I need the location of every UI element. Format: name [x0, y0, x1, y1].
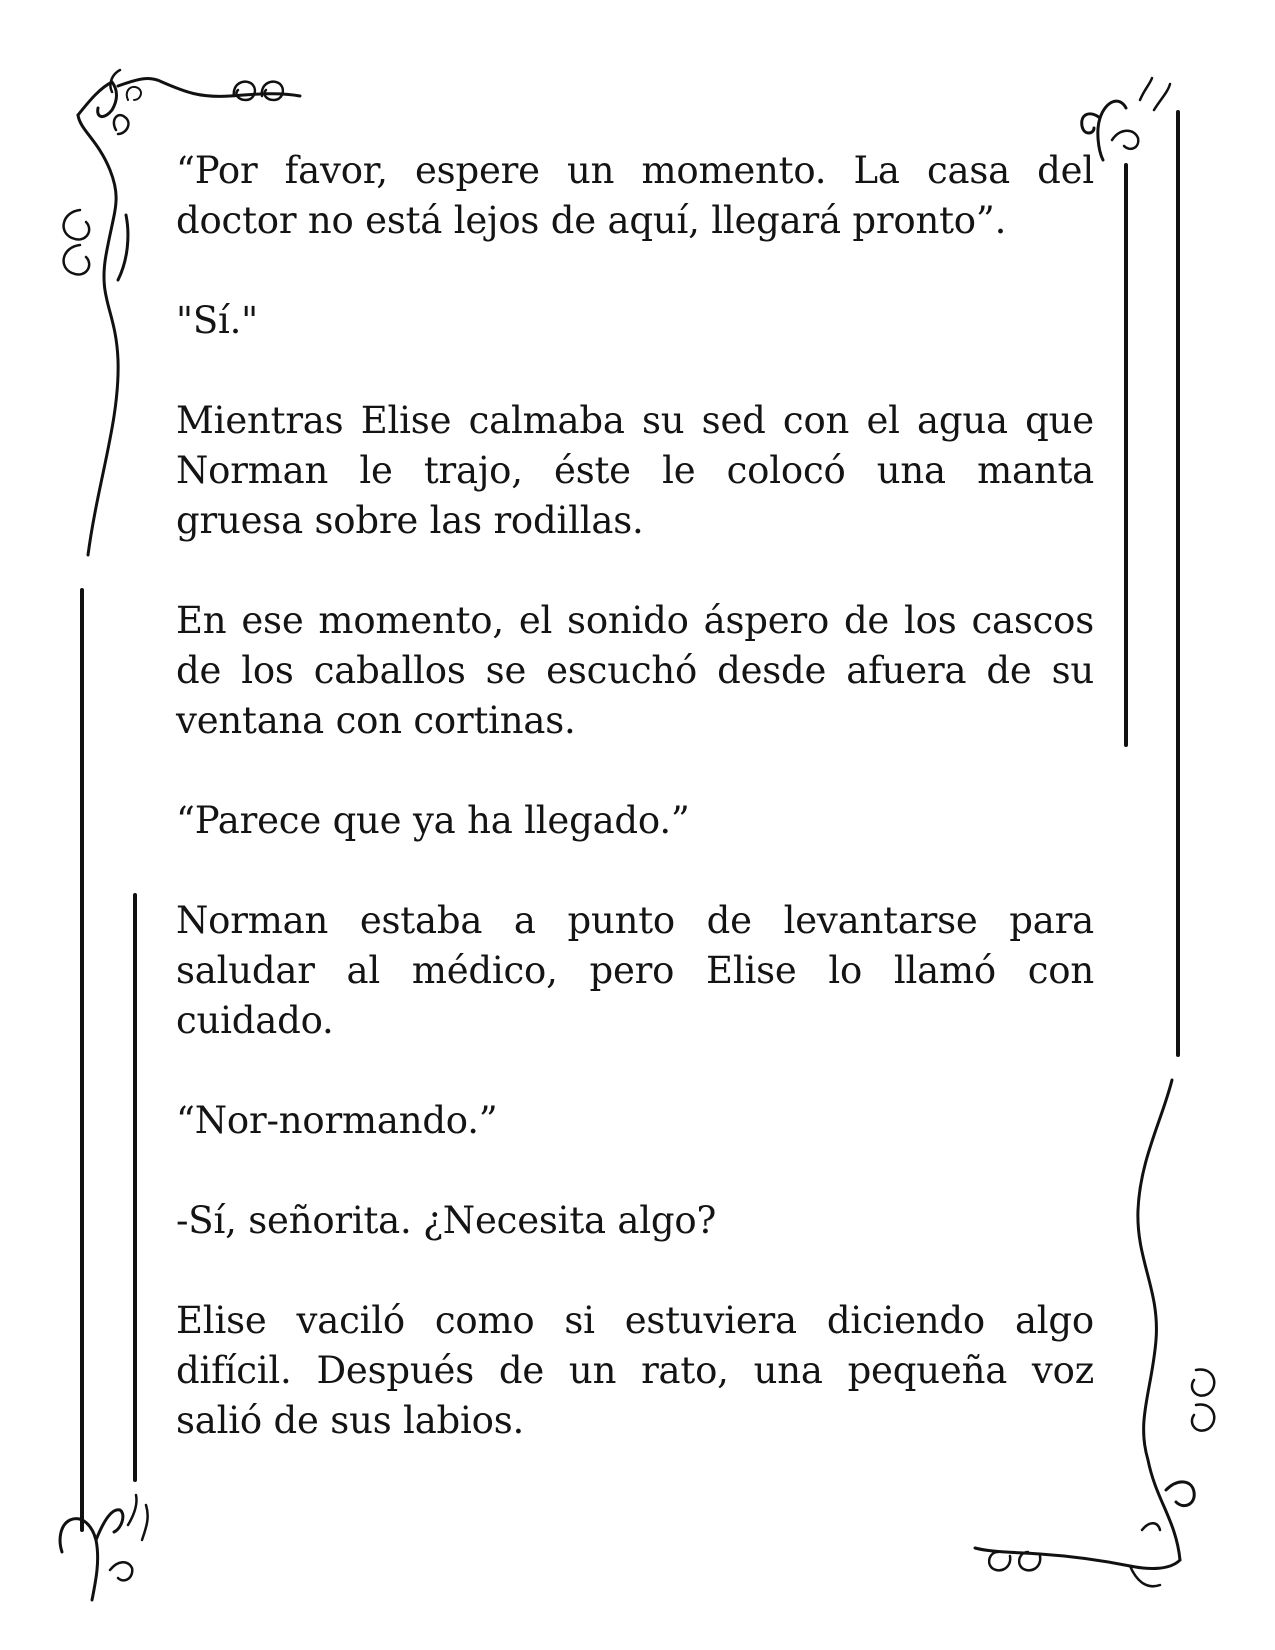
paragraph-5: “Parece que ya ha llegado.” [176, 799, 690, 842]
paragraph-4: En ese momento, el sonido áspero de los cascos de los caballos se escuchó desde afuera de su ventana con cortinas. [176, 599, 1094, 742]
paragraph-3: Mientras Elise calmaba su sed con el agua que Norman le trajo, éste le colocó una manta gruesa sobre las rodillas. [176, 399, 1094, 542]
page-text-column [176, 146, 1094, 1496]
paragraph-7: “Nor-normando.” [176, 1099, 498, 1142]
paragraph-9: Elise vaciló como si estuviera diciendo algo difícil. Después de un rato, una pequeña voz salió de sus labios. [176, 1299, 1094, 1442]
bottom-left-flourish [60, 1495, 148, 1600]
paragraph-8: -Sí, señorita. ¿Necesita algo? [176, 1199, 717, 1242]
top-right-flourish [1082, 78, 1170, 160]
paragraph-1: “Por favor, espere un momento. La casa del doctor no está lejos de aquí, llegará pronto”. [176, 149, 1094, 242]
paragraph-6: Norman estaba a punto de levantarse para saludar al médico, pero Elise lo llamó con cuidado. [176, 899, 1094, 1042]
paragraph-2: "Sí." [176, 299, 258, 342]
